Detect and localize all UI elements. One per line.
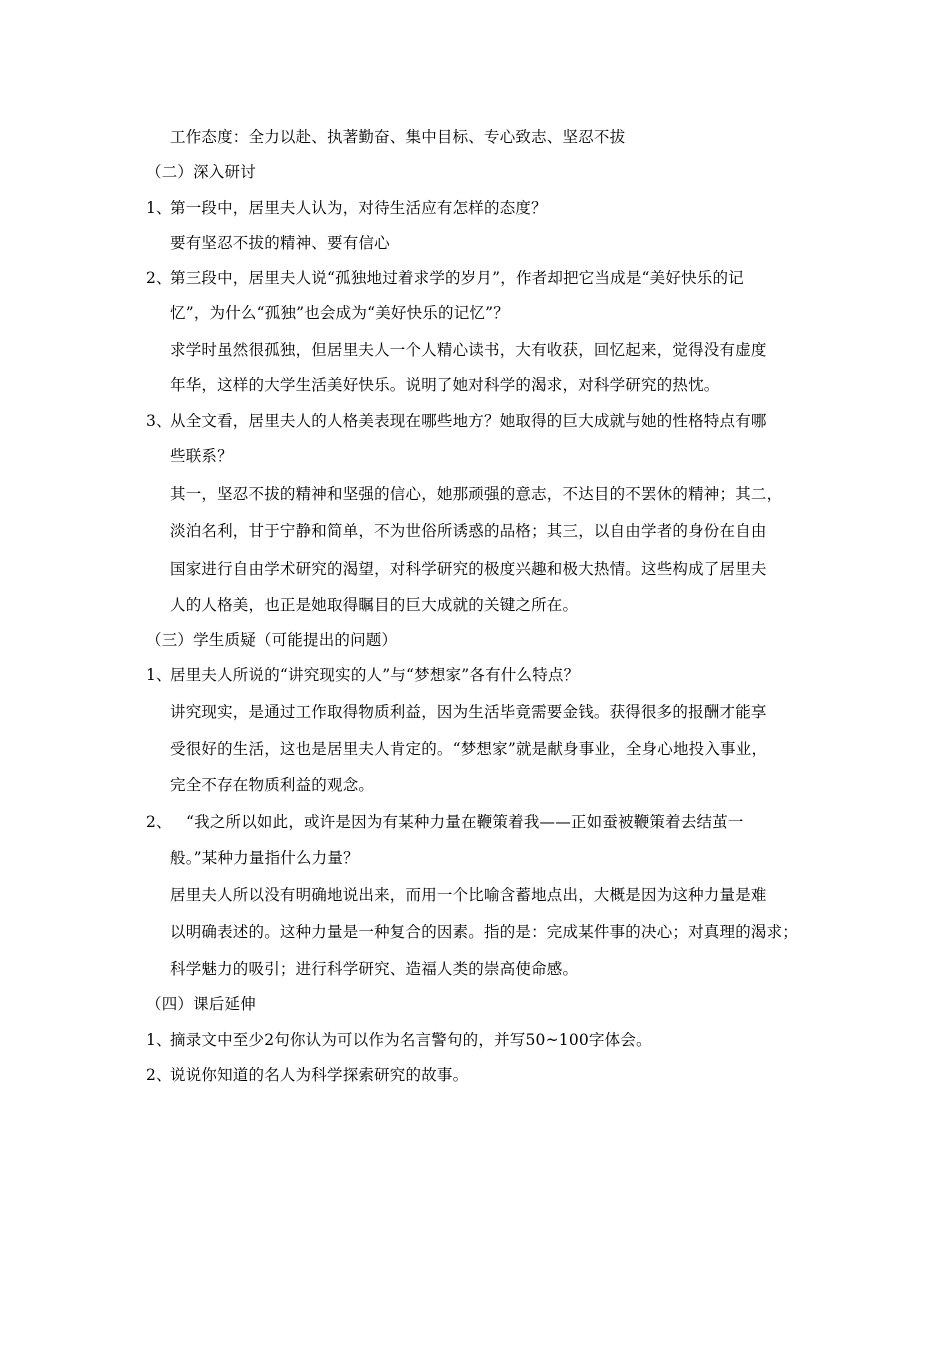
section2-answer-1: 要有坚忍不拔的精神、要有信心 <box>170 234 390 252</box>
section3-answer-1-line-1: 讲究现实，是通过工作取得物质利益，因为生活毕竟需要金钱。获得很多的报酬才能享 <box>170 703 767 721</box>
section2-question-2-line-2: 忆”，为什么“孤独”也会成为“美好快乐的记忆”？ <box>170 304 509 322</box>
question-text: 居里夫人所说的“讲究现实的人”与“梦想家”各有什么特点？ <box>170 666 580 684</box>
section3-answer-2-line-1: 居里夫人所以没有明确地说出来，而用一个比喻含蓄地点出，大概是因为这种力量是难 <box>170 886 767 904</box>
section2-answer-3-line-4: 人的人格美，也正是她取得瞩目的巨大成就的关键之所在。 <box>170 596 579 614</box>
section2-answer-2-line-2: 年华，这样的大学生活美好快乐。说明了她对科学的渴求，对科学研究的热忱。 <box>170 376 720 394</box>
section3-answer-1-line-2: 受很好的生活，这也是居里夫人肯定的。“梦想家”就是献身事业，全身心地投入事业， <box>170 740 768 758</box>
section2-answer-3-line-2: 淡泊名利，甘于宁静和简单，不为世俗所诱惑的品格；其三，以自由学者的身份在自由 <box>170 522 767 540</box>
section3-question-2 <box>146 812 744 832</box>
question-text: 第一段中，居里夫人认为，对待生活应有怎样的态度？ <box>170 199 547 217</box>
section3-question-2-line-2: 般。”某种力量指什么力量？ <box>170 849 359 867</box>
work-attitude-line: 工作态度：全力以赴、执著勤奋、集中目标、专心致志、坚忍不拔 <box>170 128 626 146</box>
section3-answer-1-line-3: 完全不存在物质利益的观念。 <box>170 776 375 794</box>
item-text: 说说你知道的名人为科学探索研究的故事。 <box>170 1066 469 1084</box>
section-heading-2: （二）深入研讨 <box>146 163 256 181</box>
section2-answer-2-line-1: 求学时虽然很孤独，但居里夫人一个人精心读书，大有收获，回忆起来，觉得没有虚度 <box>170 341 767 359</box>
question-number: 1、 <box>146 666 172 684</box>
section2-question-1 <box>146 198 547 218</box>
section3-answer-2-line-2: 以明确表述的。这种力量是一种复合的因素。指的是：完成某件事的决心；对真理的渴求； <box>170 923 799 941</box>
item-text: 摘录文中至少2句你认为可以作为名言警句的，并写50~100字体会。 <box>170 1031 652 1049</box>
section2-question-2 <box>146 268 744 288</box>
section4-item-1 <box>146 1030 652 1050</box>
section-heading-4: （四）课后延伸 <box>146 995 256 1013</box>
section-heading-3: （三）学生质疑（可能提出的问题） <box>146 631 398 649</box>
section2-question-3-line-2: 些联系？ <box>170 447 233 465</box>
question-number: 2、 <box>146 813 172 831</box>
question-number: 2、 <box>146 269 172 287</box>
item-number: 1、 <box>146 1031 172 1049</box>
section2-question-3 <box>146 411 767 431</box>
question-number: 1、 <box>146 199 172 217</box>
section4-item-2 <box>146 1065 468 1085</box>
section3-question-1 <box>146 665 579 685</box>
item-number: 2、 <box>146 1066 172 1084</box>
question-text-line-1: 第三段中，居里夫人说“孤独地过着求学的岁月”，作者却把它当成是“美好快乐的记 <box>170 269 744 287</box>
section3-answer-2-line-3: 科学魅力的吸引；进行科学研究、造福人类的崇高使命感。 <box>170 960 579 978</box>
question-text-line-1: 从全文看，居里夫人的人格美表现在哪些地方？她取得的巨大成就与她的性格特点有哪 <box>170 412 767 430</box>
question-number: 3、 <box>146 412 172 430</box>
section2-answer-3-line-3: 国家进行自由学术研究的渴望，对科学研究的极度兴趣和极大热情。这些构成了居里夫 <box>170 560 767 578</box>
section2-answer-3-line-1: 其一，坚忍不拔的精神和坚强的信心，她那顽强的意志，不达目的不罢休的精神；其二， <box>170 485 783 503</box>
question-text-line-1: “我之所以如此，或许是因为有某种力量在鞭策着我——正如蚕被鞭策着去结茧一 <box>186 813 744 831</box>
